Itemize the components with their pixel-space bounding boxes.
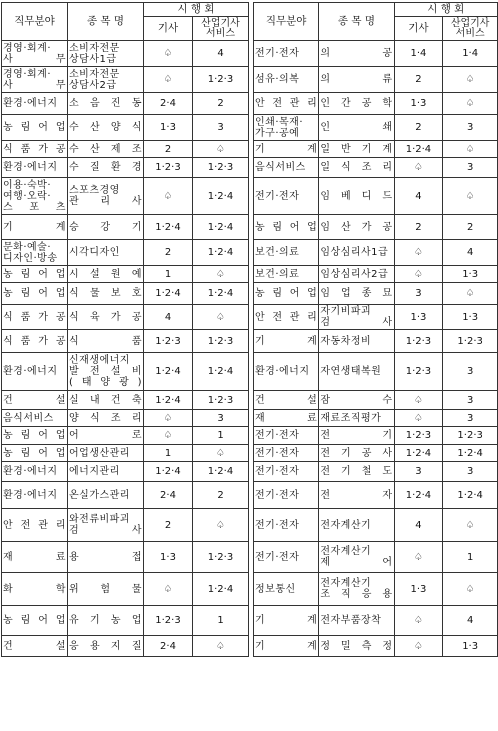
service-cell: ♤ bbox=[193, 305, 249, 330]
name-cell: 재료조직평가 bbox=[319, 410, 394, 427]
table-row bbox=[254, 330, 498, 353]
gisa-cell: ♤ bbox=[394, 636, 443, 657]
table-row bbox=[254, 283, 498, 305]
category-cell: 전기·전자 bbox=[254, 482, 319, 509]
service-cell: ♤ bbox=[193, 636, 249, 657]
category-cell: 전기·전자 bbox=[254, 178, 319, 215]
table-row bbox=[254, 67, 498, 93]
gisa-cell: 1·4 bbox=[394, 41, 443, 67]
gisa-cell: 2 bbox=[394, 115, 443, 141]
service-cell: 1·2·4 bbox=[193, 353, 249, 391]
name-cell: 소 음 진 동 bbox=[68, 93, 144, 115]
table-row bbox=[254, 636, 498, 657]
name-cell: 용 접 bbox=[68, 542, 144, 573]
gisa-cell: 1 bbox=[144, 266, 193, 283]
category-cell: 인쇄·목재· 가구·공예 bbox=[254, 115, 319, 141]
name-cell: 유 기 농 업 bbox=[68, 606, 144, 636]
table-row bbox=[2, 353, 249, 391]
service-cell: 3 bbox=[443, 353, 498, 391]
table-row bbox=[254, 410, 498, 427]
table-row bbox=[254, 606, 498, 636]
name-cell: 수 질 환 경 bbox=[68, 158, 144, 178]
name-cell: 정 밀 측 정 bbox=[319, 636, 394, 657]
gisa-cell: 1·2·3 bbox=[394, 353, 443, 391]
category-cell: 식 품 가 공 bbox=[2, 305, 68, 330]
category-cell: 문화·예술· 디자인·방송 bbox=[2, 240, 68, 266]
table-row bbox=[2, 266, 249, 283]
gisa-cell: ♤ bbox=[394, 410, 443, 427]
table-row bbox=[254, 542, 498, 573]
name-cell: 스포츠경영 관 리 사 bbox=[68, 178, 144, 215]
gisa-cell: 1·2·4 bbox=[144, 353, 193, 391]
name-cell: 임상심리사1급 bbox=[319, 240, 394, 266]
gisa-cell: 1 bbox=[144, 445, 193, 462]
service-cell: 3 bbox=[443, 391, 498, 410]
service-cell: ♤ bbox=[443, 573, 498, 606]
service-cell: 1·2·4 bbox=[193, 215, 249, 240]
table-row bbox=[2, 141, 249, 158]
table-row bbox=[254, 305, 498, 330]
category-cell: 환경·에너지 bbox=[2, 158, 68, 178]
gisa-cell: ♤ bbox=[144, 67, 193, 93]
table-row bbox=[254, 445, 498, 462]
table-row bbox=[254, 391, 498, 410]
table-row bbox=[254, 158, 498, 178]
service-cell: 1·2·4 bbox=[193, 573, 249, 606]
name-cell: 승 강 기 bbox=[68, 215, 144, 240]
category-cell: 환경·에너지 bbox=[2, 93, 68, 115]
service-cell: ♤ bbox=[443, 509, 498, 542]
category-cell: 농 림 어 업 bbox=[254, 215, 319, 240]
service-cell: ♤ bbox=[443, 178, 498, 215]
name-cell: 시각디자인 bbox=[68, 240, 144, 266]
table-row bbox=[2, 178, 249, 215]
name-cell: 어 로 bbox=[68, 427, 144, 445]
category-cell: 농 림 어 업 bbox=[254, 283, 319, 305]
name-cell: 임 업 종 묘 bbox=[319, 283, 394, 305]
gisa-cell: 1·2·3 bbox=[144, 606, 193, 636]
service-cell: 1·2·3 bbox=[193, 67, 249, 93]
name-cell: 의 공 bbox=[319, 41, 394, 67]
category-cell: 환경·에너지 bbox=[254, 353, 319, 391]
header-schedule: 시 행 회 bbox=[144, 3, 249, 17]
category-cell: 전기·전자 bbox=[254, 509, 319, 542]
table-row bbox=[2, 41, 249, 67]
gisa-cell: ♤ bbox=[394, 542, 443, 573]
service-cell: 4 bbox=[443, 240, 498, 266]
table-row bbox=[2, 573, 249, 606]
service-cell: ♤ bbox=[193, 509, 249, 542]
table-row bbox=[2, 462, 249, 482]
category-cell: 전기·전자 bbox=[254, 445, 319, 462]
gisa-cell: ♤ bbox=[144, 410, 193, 427]
name-cell: 위 험 물 bbox=[68, 573, 144, 606]
category-cell: 식 품 가 공 bbox=[2, 141, 68, 158]
category-cell: 건 설 bbox=[2, 391, 68, 410]
gisa-cell: 2 bbox=[394, 67, 443, 93]
service-cell: 3 bbox=[443, 410, 498, 427]
table-row bbox=[2, 427, 249, 445]
gisa-cell: ♤ bbox=[394, 158, 443, 178]
service-cell: 1·2·3 bbox=[193, 158, 249, 178]
gisa-cell: ♤ bbox=[144, 178, 193, 215]
gisa-cell: 2 bbox=[394, 215, 443, 240]
gisa-cell: ♤ bbox=[394, 266, 443, 283]
table-row bbox=[2, 509, 249, 542]
gisa-cell: 1·3 bbox=[144, 542, 193, 573]
category-cell: 기 계 bbox=[254, 606, 319, 636]
category-cell: 환경·에너지 bbox=[2, 482, 68, 509]
header-category: 직무분야 bbox=[254, 3, 319, 41]
name-cell: 전 기 공 사 bbox=[319, 445, 394, 462]
right-table bbox=[253, 2, 498, 657]
category-cell: 전기·전자 bbox=[254, 542, 319, 573]
table-row bbox=[254, 240, 498, 266]
gisa-cell: 4 bbox=[144, 305, 193, 330]
service-cell: 1·2·4 bbox=[443, 482, 498, 509]
category-cell: 농 림 어 업 bbox=[2, 427, 68, 445]
gisa-cell: ♤ bbox=[144, 41, 193, 67]
name-cell: 수 산 양 식 bbox=[68, 115, 144, 141]
header-schedule: 시 행 회 bbox=[394, 3, 497, 17]
name-cell: 식 육 가 공 bbox=[68, 305, 144, 330]
service-cell: 1·2·3 bbox=[193, 542, 249, 573]
header-service: 산업기사 서비스 bbox=[443, 17, 498, 41]
gisa-cell: ♤ bbox=[394, 606, 443, 636]
service-cell: ♤ bbox=[193, 141, 249, 158]
gisa-cell: 4 bbox=[394, 178, 443, 215]
gisa-cell: ♤ bbox=[394, 240, 443, 266]
name-cell: 임상심리사2급 bbox=[319, 266, 394, 283]
category-cell: 섬유·의복 bbox=[254, 67, 319, 93]
gisa-cell: 2 bbox=[144, 141, 193, 158]
service-cell: 4 bbox=[443, 606, 498, 636]
table-row bbox=[254, 266, 498, 283]
header-gisa: 기사 bbox=[144, 17, 193, 41]
header-name: 종 목 명 bbox=[68, 3, 144, 41]
name-cell: 양 식 조 리 bbox=[68, 410, 144, 427]
name-cell: 인 간 공 학 bbox=[319, 93, 394, 115]
category-cell: 재 료 bbox=[254, 410, 319, 427]
table-row bbox=[2, 283, 249, 305]
header-name: 종 목 명 bbox=[319, 3, 394, 41]
table-row bbox=[254, 509, 498, 542]
gisa-cell: 2·4 bbox=[144, 482, 193, 509]
service-cell: 2 bbox=[443, 215, 498, 240]
category-cell: 전기·전자 bbox=[254, 427, 319, 445]
category-cell: 화 학 bbox=[2, 573, 68, 606]
service-cell: 4 bbox=[193, 41, 249, 67]
gisa-cell: 1·3 bbox=[394, 93, 443, 115]
gisa-cell: 4 bbox=[394, 509, 443, 542]
header-service: 산업기사 서비스 bbox=[193, 17, 249, 41]
category-cell: 정보통신 bbox=[254, 573, 319, 606]
service-cell: 1 bbox=[193, 427, 249, 445]
gisa-cell: 1·2·4 bbox=[144, 283, 193, 305]
name-cell: 자연생태복원 bbox=[319, 353, 394, 391]
gisa-cell: 1·2·4 bbox=[144, 462, 193, 482]
name-cell: 소비자전문 상담사1급 bbox=[68, 41, 144, 67]
gisa-cell: 1·3 bbox=[144, 115, 193, 141]
left-table bbox=[1, 2, 249, 657]
name-cell: 일 반 기 계 bbox=[319, 141, 394, 158]
name-cell: 전 기 bbox=[319, 427, 394, 445]
gisa-cell: 2·4 bbox=[144, 636, 193, 657]
name-cell: 온실가스관리 bbox=[68, 482, 144, 509]
gisa-cell: 2 bbox=[144, 240, 193, 266]
category-cell: 음식서비스 bbox=[254, 158, 319, 178]
table-row bbox=[2, 542, 249, 573]
table-row bbox=[254, 41, 498, 67]
category-cell: 환경·에너지 bbox=[2, 462, 68, 482]
table-row bbox=[2, 115, 249, 141]
service-cell: 1·3 bbox=[443, 636, 498, 657]
table-row bbox=[254, 573, 498, 606]
service-cell: 1·2·3 bbox=[443, 427, 498, 445]
gisa-cell: ♤ bbox=[394, 391, 443, 410]
category-cell: 농 림 어 업 bbox=[2, 283, 68, 305]
gisa-cell: 1·2·3 bbox=[144, 158, 193, 178]
service-cell: 2 bbox=[193, 93, 249, 115]
gisa-cell: ♤ bbox=[144, 427, 193, 445]
name-cell: 식 물 보 호 bbox=[68, 283, 144, 305]
service-cell: 1·2·4 bbox=[443, 445, 498, 462]
name-cell: 식 품 bbox=[68, 330, 144, 353]
gisa-cell: 1·2·3 bbox=[144, 330, 193, 353]
service-cell: 1·2·4 bbox=[193, 283, 249, 305]
gisa-cell: 1·2·4 bbox=[394, 445, 443, 462]
gisa-cell: 2 bbox=[144, 509, 193, 542]
gisa-cell: 1·2·4 bbox=[394, 141, 443, 158]
table-row bbox=[254, 215, 498, 240]
category-cell: 재 료 bbox=[2, 542, 68, 573]
name-cell: 임 산 가 공 bbox=[319, 215, 394, 240]
service-cell: 1·2·3 bbox=[193, 330, 249, 353]
category-cell: 환경·에너지 bbox=[2, 353, 68, 391]
name-cell: 전 기 철 도 bbox=[319, 462, 394, 482]
name-cell: 실 내 건 축 bbox=[68, 391, 144, 410]
name-cell: 소비자전문 상담사2급 bbox=[68, 67, 144, 93]
table-row bbox=[2, 445, 249, 462]
name-cell: 신재생에너지 발 전 설 비 ( 태 양 광 ) bbox=[68, 353, 144, 391]
gisa-cell: 2·4 bbox=[144, 93, 193, 115]
category-cell: 기 계 bbox=[2, 215, 68, 240]
service-cell: ♤ bbox=[193, 445, 249, 462]
name-cell: 잠 수 bbox=[319, 391, 394, 410]
service-cell: 1·2·4 bbox=[193, 462, 249, 482]
service-cell: ♤ bbox=[443, 67, 498, 93]
category-cell: 건 설 bbox=[254, 391, 319, 410]
gisa-cell: ♤ bbox=[144, 573, 193, 606]
service-cell: 3 bbox=[193, 115, 249, 141]
gisa-cell: 3 bbox=[394, 462, 443, 482]
table-row bbox=[2, 305, 249, 330]
service-cell: 1·2·3 bbox=[193, 391, 249, 410]
service-cell: ♤ bbox=[193, 266, 249, 283]
category-cell: 농 림 어 업 bbox=[2, 115, 68, 141]
name-cell: 전자계산기 조 직 응 용 bbox=[319, 573, 394, 606]
service-cell: 1·2·4 bbox=[193, 240, 249, 266]
name-cell: 전자계산기 bbox=[319, 509, 394, 542]
category-cell: 보건·의료 bbox=[254, 240, 319, 266]
gisa-cell: 1·3 bbox=[394, 573, 443, 606]
category-cell: 식 품 가 공 bbox=[2, 330, 68, 353]
service-cell: ♤ bbox=[443, 283, 498, 305]
table-row bbox=[254, 482, 498, 509]
category-cell: 농 림 어 업 bbox=[2, 445, 68, 462]
category-cell: 경영·회계· 사 무 bbox=[3, 68, 66, 91]
name-cell: 의 류 bbox=[319, 67, 394, 93]
name-cell: 와전류비파괴 검 사 bbox=[68, 509, 144, 542]
service-cell: 3 bbox=[443, 158, 498, 178]
name-cell: 어업생산관리 bbox=[68, 445, 144, 462]
category-cell: 전기·전자 bbox=[254, 41, 319, 67]
table-row bbox=[2, 93, 249, 115]
name-cell: 전자부품장착 bbox=[319, 606, 394, 636]
header-gisa: 기사 bbox=[394, 17, 443, 41]
category-cell: 기 계 bbox=[254, 330, 319, 353]
table-row bbox=[2, 215, 249, 240]
category-cell: 경영·회계· 사 무 bbox=[3, 42, 66, 65]
header-category: 직무분야 bbox=[2, 3, 68, 41]
category-cell: 이용·숙박· 여행·오락· 스 포 츠 bbox=[3, 179, 66, 213]
table-row bbox=[2, 240, 249, 266]
category-cell: 기 계 bbox=[254, 636, 319, 657]
category-cell: 안 전 관 리 bbox=[2, 509, 68, 542]
service-cell: 1 bbox=[193, 606, 249, 636]
name-cell: 인 쇄 bbox=[319, 115, 394, 141]
category-cell: 농 림 어 업 bbox=[2, 266, 68, 283]
table-row bbox=[254, 93, 498, 115]
category-cell: 건 설 bbox=[2, 636, 68, 657]
table-row bbox=[2, 158, 249, 178]
table-row bbox=[2, 391, 249, 410]
name-cell: 시 설 원 예 bbox=[68, 266, 144, 283]
gisa-cell: 1·3 bbox=[394, 305, 443, 330]
table-row bbox=[254, 141, 498, 158]
name-cell: 수 산 제 조 bbox=[68, 141, 144, 158]
name-cell: 전자계산기 제 어 bbox=[319, 542, 394, 573]
table-row bbox=[254, 462, 498, 482]
service-cell: ♤ bbox=[443, 93, 498, 115]
category-cell: 안 전 관 리 bbox=[254, 93, 319, 115]
service-cell: 1 bbox=[443, 542, 498, 573]
service-cell: 1·2·3 bbox=[443, 330, 498, 353]
name-cell: 에너지관리 bbox=[68, 462, 144, 482]
table-row bbox=[2, 482, 249, 509]
category-cell: 기 계 bbox=[254, 141, 319, 158]
table-row bbox=[2, 636, 249, 657]
name-cell: 전 자 bbox=[319, 482, 394, 509]
category-cell: 음식서비스 bbox=[2, 410, 68, 427]
table-row bbox=[2, 330, 249, 353]
table-row bbox=[254, 427, 498, 445]
category-cell: 농 림 어 업 bbox=[2, 606, 68, 636]
service-cell: 3 bbox=[193, 410, 249, 427]
table-row bbox=[254, 353, 498, 391]
table-row bbox=[2, 410, 249, 427]
name-cell: 일 식 조 리 bbox=[319, 158, 394, 178]
table-row bbox=[2, 67, 249, 93]
category-cell: 보건·의료 bbox=[254, 266, 319, 283]
table-row bbox=[254, 115, 498, 141]
service-cell: 3 bbox=[443, 462, 498, 482]
service-cell: 1·3 bbox=[443, 266, 498, 283]
name-cell: 임 베 디 드 bbox=[319, 178, 394, 215]
service-cell: ♤ bbox=[443, 141, 498, 158]
service-cell: 1·4 bbox=[443, 41, 498, 67]
gisa-cell: 1·2·4 bbox=[144, 391, 193, 410]
gisa-cell: 1·2·4 bbox=[394, 482, 443, 509]
category-cell: 전기·전자 bbox=[254, 462, 319, 482]
service-cell: 1·2·4 bbox=[193, 178, 249, 215]
table-row bbox=[254, 178, 498, 215]
category-cell: 안 전 관 리 bbox=[254, 305, 319, 330]
gisa-cell: 1·2·3 bbox=[394, 427, 443, 445]
gisa-cell: 1·2·4 bbox=[144, 215, 193, 240]
table-row bbox=[2, 606, 249, 636]
service-cell: 2 bbox=[193, 482, 249, 509]
gisa-cell: 1·2·3 bbox=[394, 330, 443, 353]
gisa-cell: 3 bbox=[394, 283, 443, 305]
service-cell: 1·3 bbox=[443, 305, 498, 330]
name-cell: 자동차정비 bbox=[319, 330, 394, 353]
service-cell: 3 bbox=[443, 115, 498, 141]
name-cell: 자기비파괴 검 사 bbox=[320, 306, 393, 328]
name-cell: 응 용 지 질 bbox=[68, 636, 144, 657]
